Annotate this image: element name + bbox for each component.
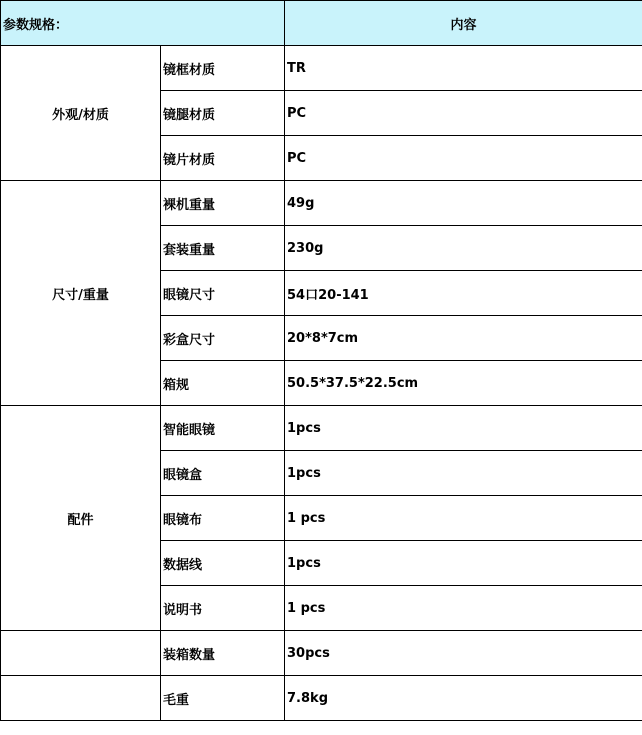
- row-label: 眼镜布: [161, 496, 285, 541]
- row-label: 装箱数量: [161, 631, 285, 676]
- row-value: 49g: [285, 181, 642, 226]
- header-label: 参数规格：: [1, 1, 285, 46]
- category-empty: [1, 631, 161, 676]
- row-value: 50.5*37.5*22.5cm: [285, 361, 642, 406]
- row-label: 镜框材质: [161, 46, 285, 91]
- row-value: 230g: [285, 226, 642, 271]
- row-value: TR: [285, 46, 642, 91]
- category-appearance-material: 外观/材质: [1, 46, 161, 181]
- row-label: 眼镜盒: [161, 451, 285, 496]
- row-label: 彩盒尺寸: [161, 316, 285, 361]
- category-size-weight: 尺寸/重量: [1, 181, 161, 406]
- row-label: 套装重量: [161, 226, 285, 271]
- table-row: [1, 406, 642, 451]
- table-header-row: [1, 1, 642, 46]
- row-label: 箱规: [161, 361, 285, 406]
- row-label: 镜腿材质: [161, 91, 285, 136]
- row-value: 1pcs: [285, 541, 642, 586]
- row-label: 数据线: [161, 541, 285, 586]
- table-row: [1, 631, 642, 676]
- row-label: 镜片材质: [161, 136, 285, 181]
- row-value: 1 pcs: [285, 586, 642, 631]
- row-label: 裸机重量: [161, 181, 285, 226]
- row-value: 20*8*7cm: [285, 316, 642, 361]
- row-value: 7.8kg: [285, 676, 642, 721]
- row-label: 毛重: [161, 676, 285, 721]
- table-row: [1, 46, 642, 91]
- category-accessories: 配件: [1, 406, 161, 631]
- row-value: 1pcs: [285, 406, 642, 451]
- row-value: 1 pcs: [285, 496, 642, 541]
- table-row: [1, 181, 642, 226]
- row-label: 眼镜尺寸: [161, 271, 285, 316]
- category-empty: [1, 676, 161, 721]
- header-content: 内容: [285, 1, 642, 46]
- row-value: 30pcs: [285, 631, 642, 676]
- row-label: 说明书: [161, 586, 285, 631]
- row-value: 1pcs: [285, 451, 642, 496]
- row-label: 智能眼镜: [161, 406, 285, 451]
- table-row: [1, 676, 642, 721]
- row-value: 54口20-141: [285, 271, 642, 316]
- row-value: PC: [285, 136, 642, 181]
- row-value: PC: [285, 91, 642, 136]
